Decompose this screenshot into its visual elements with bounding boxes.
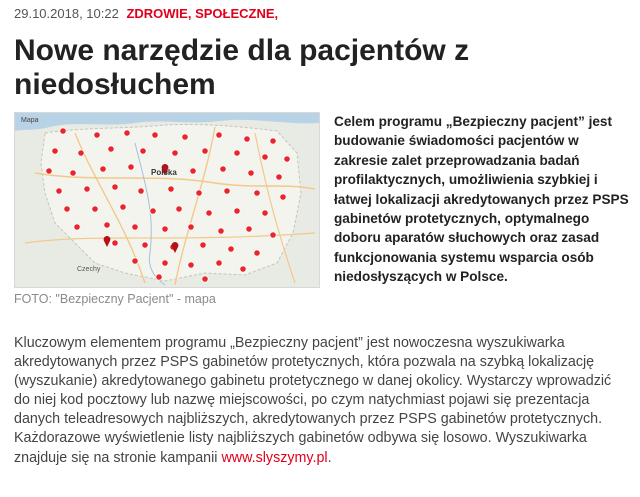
map-marker-icon[interactable] <box>228 246 234 252</box>
map-marker-icon[interactable] <box>60 128 66 134</box>
map-marker-icon[interactable] <box>196 190 202 196</box>
map-marker-icon[interactable] <box>262 154 268 160</box>
category-list: ZDROWIE, SPOŁECZNE, <box>126 6 279 21</box>
map-marker-icon[interactable] <box>74 224 80 230</box>
map-label-czechy: Czechy <box>77 266 101 273</box>
map-marker-icon[interactable] <box>284 156 290 162</box>
map-marker-icon[interactable] <box>64 206 70 212</box>
article-meta <box>14 6 278 21</box>
map-marker-icon[interactable] <box>52 148 58 154</box>
map-marker-icon[interactable] <box>246 226 252 232</box>
map-marker-icon[interactable] <box>206 210 212 216</box>
body-end: . <box>327 449 332 466</box>
map-marker-icon[interactable] <box>276 174 282 180</box>
map-marker-icon[interactable] <box>132 224 138 230</box>
map-marker-icon[interactable] <box>124 130 130 136</box>
map-marker-icon[interactable] <box>224 188 230 194</box>
campaign-link[interactable]: www.slyszymy.pl <box>221 449 328 466</box>
map-marker-icon[interactable] <box>254 190 260 196</box>
map-marker-icon[interactable] <box>240 266 246 272</box>
map-marker-icon[interactable] <box>280 194 286 200</box>
map-marker-icon[interactable] <box>248 170 254 176</box>
map-marker-icon[interactable] <box>182 134 188 140</box>
map-marker-icon[interactable] <box>244 136 250 142</box>
map-label-polska: Polska <box>151 168 177 177</box>
map-marker-icon[interactable] <box>234 150 240 156</box>
category-link-zdrowie[interactable]: ZDROWIE <box>126 6 188 21</box>
map-marker-icon[interactable] <box>220 166 226 172</box>
map-marker-icon[interactable] <box>218 228 224 234</box>
publish-date: 29.10.2018, 10:22 <box>14 6 119 21</box>
map-marker-icon[interactable] <box>176 206 182 212</box>
map-marker-icon[interactable] <box>172 150 178 156</box>
map-marker-icon[interactable] <box>70 170 76 176</box>
map-marker-icon[interactable] <box>46 168 52 174</box>
map-marker-icon[interactable] <box>140 148 146 154</box>
category-link-spoleczne[interactable]: SPOŁECZNE <box>195 6 275 21</box>
map-marker-icon[interactable] <box>162 260 168 266</box>
map-marker-icon[interactable] <box>104 222 110 228</box>
article-body <box>14 334 626 468</box>
map-marker-icon[interactable] <box>216 132 222 138</box>
map-marker-icon[interactable] <box>112 184 118 190</box>
map-marker-icon[interactable] <box>168 186 174 192</box>
map-marker-icon[interactable] <box>234 208 240 214</box>
map-marker-icon[interactable] <box>152 132 158 138</box>
map-marker-icon[interactable] <box>112 240 118 246</box>
map-marker-icon[interactable] <box>188 262 194 268</box>
map-marker-icon[interactable] <box>94 132 100 138</box>
map-marker-icon[interactable] <box>100 166 106 172</box>
map-marker-icon[interactable] <box>138 188 144 194</box>
map-marker-icon[interactable] <box>108 146 114 152</box>
map-marker-icon[interactable] <box>120 204 126 210</box>
map-marker-icon[interactable] <box>270 138 276 144</box>
map-marker-icon[interactable] <box>128 164 134 170</box>
map-label-mapa: Mapa <box>21 117 39 124</box>
map-marker-icon[interactable] <box>150 208 156 214</box>
map-marker-icon[interactable] <box>202 148 208 154</box>
map-image[interactable] <box>14 112 320 288</box>
map-marker-icon[interactable] <box>162 226 168 232</box>
map-marker-icon[interactable] <box>270 232 276 238</box>
map-marker-icon[interactable] <box>156 274 162 280</box>
map-marker-icon[interactable] <box>56 188 62 194</box>
map-marker-icon[interactable] <box>92 206 98 212</box>
article-lead: Celem programu „Bezpieczny pacjent” jest budowanie świadomości pacjentów w zakresie zalet przeprowadzania badań profilaktycznych, umożliwienia szybkiej i łatwej lokalizacji akredytowanych przez PSPS gabinetów protetycznych, optymalnego doboru aparatów słuchowych oraz zasad funkcjonowania systemu wsparcia osób niedosłyszących w Polsce. <box>334 114 629 285</box>
body-paragraph: Kluczowym elementem programu „Bezpieczny pacjent” jest nowoczesna wyszukiwarka akredytowanych przez PSPS gabinetów protetycznych, która pozwala na szybką lokalizację (wyszukanie) akredytowanego gabinetu protetycznego w danej okolicy. Wystarczy wprowadzić do niej kod pocztowy lub nazwę miejscowości, po czym natychmiast pojawi się prezentacja danych teleadresowych najbliższych, akredytowanych przez PSPS gabinetów protetycznych. Każdorazowe wyświetlenie listy najbliższych gabinetów odbywa się losowo. Wyszukiwarka znajduje się na stronie kampanii <box>14 335 612 466</box>
map-marker-icon[interactable] <box>202 276 208 282</box>
map-marker-icon[interactable] <box>78 150 84 156</box>
map-marker-icon[interactable] <box>200 242 206 248</box>
map-marker-icon[interactable] <box>262 210 268 216</box>
map-marker-icon[interactable] <box>190 168 196 174</box>
map-marker-icon[interactable] <box>188 224 194 230</box>
map-marker-icon[interactable] <box>254 250 260 256</box>
map-marker-icon[interactable] <box>84 186 90 192</box>
map-marker-icon[interactable] <box>216 260 222 266</box>
map-marker-icon[interactable] <box>132 258 138 264</box>
article-title: Nowe narzędzie dla pacjentów z niedosłuchem <box>14 34 470 101</box>
image-caption: FOTO: "Bezpieczny Pacjent" - mapa <box>14 292 216 306</box>
map-marker-icon[interactable] <box>142 242 148 248</box>
poland-map-graphic <box>15 113 319 287</box>
